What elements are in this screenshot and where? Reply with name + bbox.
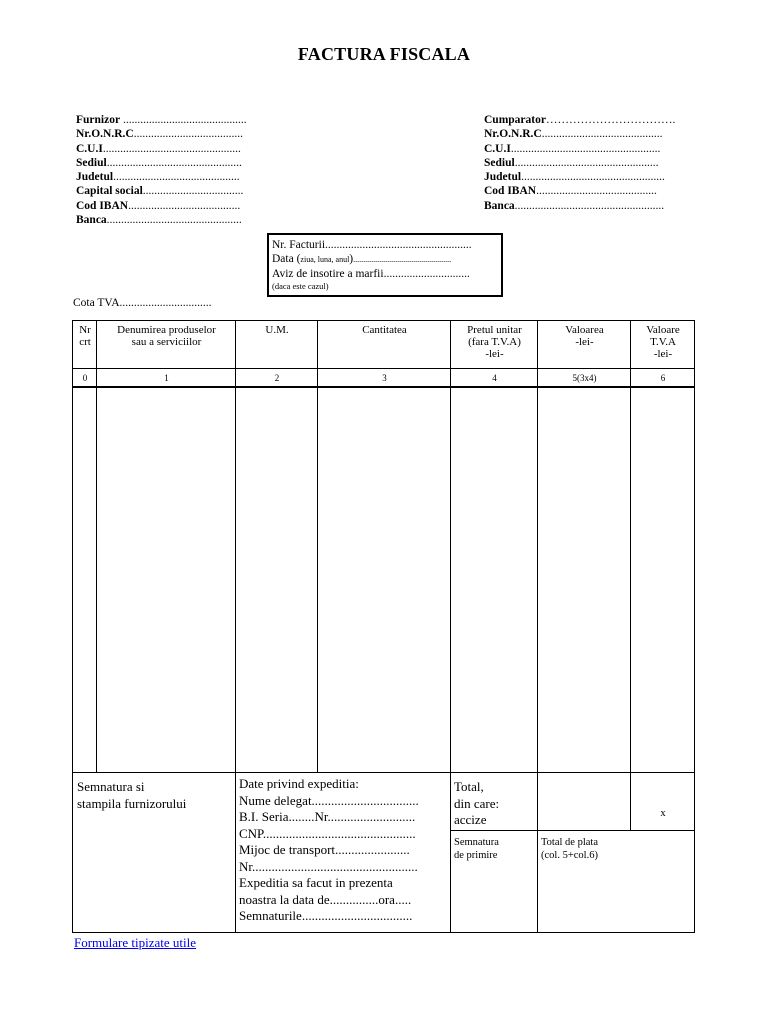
supplier-field-label: Sediul — [76, 156, 107, 169]
shipping-line: Nr................................................... — [239, 858, 418, 874]
supplier-field-dots: ................................... — [142, 185, 244, 198]
shipping-line: Semnaturile.................................. — [239, 908, 413, 923]
supplier-field-label: Nr.O.N.R.C — [76, 128, 134, 141]
supplier-field-label: Cod IBAN — [76, 199, 129, 212]
supplier-field-label: Furnizor — [76, 114, 121, 126]
buyer-field-dots: .................................................... — [510, 142, 661, 155]
supplier-field-dots: ............................................... — [106, 214, 242, 227]
table-column-number: 4 — [492, 373, 497, 383]
excise-x-mark: x — [660, 808, 666, 819]
table-column-number: 5(3x4) — [572, 373, 597, 383]
shipping-line: Expeditia sa facut in prezenta — [239, 875, 393, 890]
shipping-line: noastra la data de...............ora..... — [239, 891, 412, 907]
supplier-field-dots: ...................................... — [133, 128, 243, 141]
supplier-field-label: Capital social — [76, 185, 143, 198]
table-column-number: 0 — [82, 373, 88, 383]
table-column-number: 3 — [382, 373, 387, 383]
table-column-number: 1 — [164, 373, 169, 383]
shipping-line: Nume delegat................................. — [239, 792, 419, 808]
supplier-field-dots: ........................................... — [120, 114, 247, 126]
table-header-cell: Valoare T.V.A -lei- — [646, 324, 680, 360]
buyer-field-label: Sediul — [484, 156, 515, 169]
total-to-pay-label: Total de plata (col. 5+col.6) — [541, 837, 598, 861]
buyer-field-dots: .......................................... — [536, 185, 657, 198]
shipping-line: B.I. Seria........Nr........................... — [239, 809, 416, 824]
supplier-signature-label: Semnatura si stampila furnizorului — [77, 779, 187, 811]
table-header-cell: Valoarea -lei- — [565, 324, 604, 348]
buyer-field-dots: .......................................... — [541, 128, 663, 141]
table-column-number: 6 — [660, 373, 666, 383]
delivery-notice-field: Aviz de insotire a marfii.............................. — [272, 268, 470, 280]
buyer-field-label: Cumparator — [484, 114, 546, 126]
buyer-field-dots: .................................................... — [514, 199, 665, 212]
table-header-cell: Denumirea produselor sau a serviciilor — [117, 324, 216, 348]
buyer-field-dots: ……………………………. — [545, 114, 676, 126]
supplier-field-dots: ............................................... — [106, 156, 242, 169]
shipping-line: Date privind expeditia: — [239, 776, 359, 791]
supplier-field-dots: ................................................ — [102, 142, 241, 155]
buyer-field-dots: .................................................. — [514, 156, 659, 169]
table-header-cell: Nr crt — [79, 324, 91, 348]
shipping-line: CNP............................................... — [239, 825, 416, 841]
delivery-notice-note: (daca este cazul) — [272, 281, 329, 291]
buyer-field-dots: .................................................. — [521, 171, 665, 184]
total-label: Total, din care: accize — [454, 779, 500, 827]
invoice-number-field: Nr. Facturii................................................... — [272, 239, 472, 251]
supplier-field-dots: ............................................ — [113, 171, 240, 184]
vat-rate-field: Cota TVA................................ — [73, 297, 212, 309]
buyer-field-label: Banca — [484, 199, 515, 212]
table-header-cell: U.M. — [265, 324, 289, 336]
table-column-number: 2 — [274, 373, 280, 383]
buyer-field-label: C.U.I — [484, 142, 511, 155]
supplier-field-label: Banca — [76, 214, 107, 227]
invoice-title: FACTURA FISCALA — [297, 44, 471, 64]
invoice-date-field: Data (ziua, luna, anul)................................................. — [272, 253, 452, 265]
buyer-field-label: Cod IBAN — [484, 185, 537, 198]
useful-forms-link[interactable]: Formulare tipizate utile — [74, 935, 197, 950]
shipping-line: Mijoc de transport....................... — [239, 842, 410, 857]
shipping-details — [239, 776, 449, 925]
buyer-field-label: Judetul — [484, 171, 522, 184]
buyer-field-label: Nr.O.N.R.C — [484, 128, 542, 141]
table-header-cell: Pretul unitar (fara T.V.A) -lei- — [467, 324, 522, 360]
receipt-signature-label: Semnatura de primire — [454, 837, 499, 861]
supplier-field-label: C.U.I — [76, 142, 103, 155]
table-header-cell: Cantitatea — [362, 324, 407, 336]
supplier-field-label: Judetul — [76, 171, 114, 184]
supplier-field-dots: ....................................... — [128, 199, 241, 212]
